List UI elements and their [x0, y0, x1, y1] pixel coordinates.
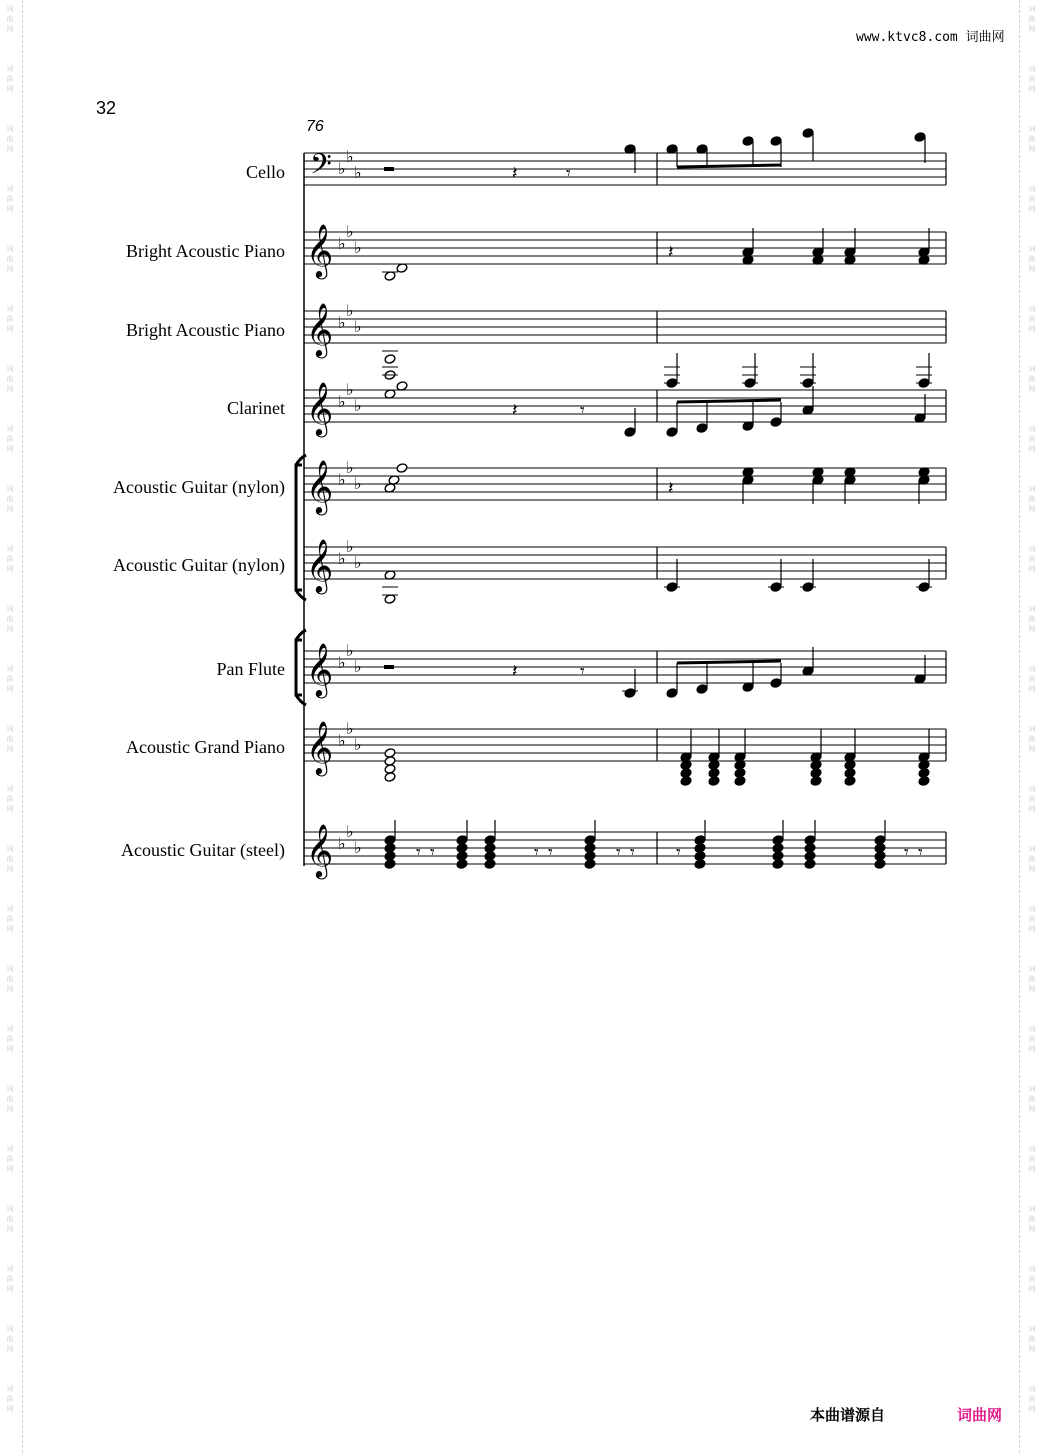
- watermark-mark: 词 曲 网: [1028, 545, 1036, 573]
- watermark-mark: 词 曲 网: [1028, 725, 1036, 753]
- watermark-mark: 词 曲 网: [1028, 1205, 1036, 1233]
- watermark-mark: 词 曲 网: [1028, 485, 1036, 513]
- flat-icon: ♭: [338, 731, 346, 750]
- watermark-mark: 词 曲 网: [6, 1325, 14, 1353]
- watermark-mark: 词 曲 网: [1028, 245, 1036, 273]
- note-head: [696, 423, 708, 434]
- watermark-mark: 词 曲 网: [1028, 305, 1036, 333]
- watermark-mark: 词 曲 网: [6, 845, 14, 873]
- flat-icon: ♭: [346, 222, 354, 241]
- rest-symbol: 𝄾: [676, 842, 681, 863]
- note-head: [396, 463, 408, 474]
- note-head: [484, 859, 496, 870]
- flat-icon: ♭: [346, 537, 354, 556]
- rest-symbol: 𝄾: [616, 842, 621, 863]
- rest-symbol: 𝄽: [668, 478, 674, 499]
- watermark-mark: 词 曲 网: [1028, 1085, 1036, 1113]
- rest-symbol: 𝄾: [548, 842, 553, 863]
- half-rest-icon: [384, 665, 394, 669]
- rest-symbol: 𝄾: [416, 842, 421, 863]
- treble-clef-icon: 𝄞: [306, 642, 334, 696]
- treble-clef-icon: 𝄞: [306, 720, 334, 774]
- rest-symbol: 𝄽: [668, 242, 674, 263]
- note-head: [666, 688, 678, 699]
- watermark-mark: 词 曲 网: [1028, 5, 1036, 33]
- treble-clef-icon: 𝄞: [306, 302, 334, 356]
- footer-site-link[interactable]: 词曲网: [957, 1406, 1003, 1424]
- flat-icon: ♭: [354, 238, 362, 257]
- watermark-mark: 词 曲 网: [6, 365, 14, 393]
- treble-clef-icon: 𝄞: [306, 459, 334, 513]
- note-head: [384, 772, 396, 783]
- note-head: [742, 136, 754, 147]
- note-head: [874, 859, 886, 870]
- instrument-label-grand-piano: Acoustic Grand Piano: [126, 737, 285, 757]
- watermark-mark: 词 曲 网: [1028, 1325, 1036, 1353]
- watermark-mark: 词 曲 网: [1028, 665, 1036, 693]
- note-head: [844, 776, 856, 787]
- rest-symbol: 𝄽: [512, 400, 518, 421]
- note-beam: [677, 400, 781, 402]
- watermark-mark: 词 曲 网: [1028, 1385, 1036, 1413]
- note-head: [770, 417, 782, 428]
- staff: [304, 822, 946, 879]
- watermark-mark: 词 曲 网: [1028, 965, 1036, 993]
- footer-source-label: 本曲谱源自: [810, 1406, 886, 1424]
- staff: [304, 641, 946, 698]
- note-head: [456, 859, 468, 870]
- watermark-mark: 词 曲 网: [6, 905, 14, 933]
- note-head: [696, 684, 708, 695]
- flat-icon: ♭: [338, 549, 346, 568]
- note-head: [694, 859, 706, 870]
- note-head: [624, 427, 636, 438]
- rest-symbol: 𝄾: [918, 842, 923, 863]
- note-head: [384, 354, 396, 365]
- staff: [304, 301, 946, 358]
- watermark-mark: 词 曲 网: [6, 245, 14, 273]
- measure-number: 76: [306, 118, 324, 135]
- flat-icon: ♭: [338, 470, 346, 489]
- note-head: [584, 859, 596, 870]
- flat-icon: ♭: [354, 735, 362, 754]
- note-head: [804, 859, 816, 870]
- page-number: 32: [96, 98, 117, 118]
- site-url[interactable]: www.ktvc8.com: [856, 30, 958, 45]
- watermark-mark: 词 曲 网: [1028, 365, 1036, 393]
- instrument-label-steel-guitar: Acoustic Guitar (steel): [121, 840, 285, 860]
- flat-icon: ♭: [354, 396, 362, 415]
- rest-symbol: 𝄾: [534, 842, 539, 863]
- flat-icon: ♭: [346, 458, 354, 477]
- note-head: [914, 132, 926, 143]
- watermark-mark: 词 曲 网: [1028, 1025, 1036, 1053]
- treble-clef-icon: 𝄞: [306, 223, 334, 277]
- note-head: [624, 688, 636, 699]
- site-name: 词曲网: [965, 30, 1005, 45]
- watermark-mark: 词 曲 网: [6, 125, 14, 153]
- rest-symbol: 𝄾: [566, 163, 571, 184]
- note-head: [680, 776, 692, 787]
- note-head: [666, 427, 678, 438]
- watermark-mark: 词 曲 网: [6, 65, 14, 93]
- note-head: [708, 776, 720, 787]
- note-head: [810, 776, 822, 787]
- flat-icon: ♭: [338, 313, 346, 332]
- note-head: [802, 128, 814, 139]
- flat-icon: ♭: [354, 657, 362, 676]
- watermark-mark: 词 曲 网: [6, 605, 14, 633]
- treble-clef-icon: 𝄞: [306, 381, 334, 435]
- watermark-mark: 词 曲 网: [6, 1025, 14, 1053]
- flat-icon: ♭: [354, 317, 362, 336]
- instrument-label-cello: Cello: [246, 162, 285, 182]
- flat-icon: ♭: [346, 147, 354, 166]
- flat-icon: ♭: [346, 641, 354, 660]
- watermark-mark: 词 曲 网: [6, 965, 14, 993]
- watermark-mark: 词 曲 网: [1028, 425, 1036, 453]
- flat-icon: ♭: [354, 163, 362, 182]
- watermark-mark: 词 曲 网: [6, 1385, 14, 1413]
- flat-icon: ♭: [346, 719, 354, 738]
- rest-symbol: 𝄾: [580, 661, 585, 682]
- rest-symbol: 𝄽: [512, 163, 518, 184]
- note-beam: [677, 661, 781, 663]
- flat-icon: ♭: [346, 822, 354, 841]
- instrument-label-bright-piano-1: Bright Acoustic Piano: [126, 241, 285, 261]
- rest-symbol: 𝄽: [512, 661, 518, 682]
- watermark-mark: 词 曲 网: [6, 665, 14, 693]
- watermark-mark: 词 曲 网: [1028, 605, 1036, 633]
- watermark-mark: 词 曲 网: [1028, 1265, 1036, 1293]
- watermark-mark: 词 曲 网: [1028, 905, 1036, 933]
- instrument-label-clarinet: Clarinet: [227, 398, 285, 418]
- instrument-label-bright-piano-2: Bright Acoustic Piano: [126, 320, 285, 340]
- rest-symbol: 𝄾: [630, 842, 635, 863]
- watermark-mark: 词 曲 网: [6, 305, 14, 333]
- watermark-mark: 词 曲 网: [1028, 785, 1036, 813]
- flat-icon: ♭: [354, 838, 362, 857]
- bass-clef-icon: 𝄢: [310, 148, 332, 188]
- flat-icon: ♭: [346, 301, 354, 320]
- watermark-mark: 词 曲 网: [6, 485, 14, 513]
- note-beam: [677, 165, 781, 167]
- staff: [304, 537, 946, 594]
- rest-symbol: 𝄾: [430, 842, 435, 863]
- watermark-mark: 词 曲 网: [1028, 125, 1036, 153]
- instrument-label-nylon-guitar-2: Acoustic Guitar (nylon): [113, 555, 285, 575]
- watermark-mark: 词 曲 网: [6, 185, 14, 213]
- instrument-label-pan-flute: Pan Flute: [216, 659, 285, 679]
- note-head: [384, 859, 396, 870]
- watermark-mark: 词 曲 网: [1028, 185, 1036, 213]
- watermark-mark: 词 曲 网: [1028, 65, 1036, 93]
- flat-icon: ♭: [338, 159, 346, 178]
- watermark-mark: 词 曲 网: [6, 1265, 14, 1293]
- flat-icon: ♭: [338, 834, 346, 853]
- flat-icon: ♭: [354, 553, 362, 572]
- note-head: [918, 776, 930, 787]
- watermark-mark: 词 曲 网: [1028, 845, 1036, 873]
- rest-symbol: 𝄾: [904, 842, 909, 863]
- watermark-mark: 词 曲 网: [6, 1205, 14, 1233]
- flat-icon: ♭: [346, 380, 354, 399]
- flat-icon: ♭: [354, 474, 362, 493]
- watermark-mark: 词 曲 网: [6, 725, 14, 753]
- flat-icon: ♭: [338, 653, 346, 672]
- watermark-mark: 词 曲 网: [6, 785, 14, 813]
- half-rest-icon: [384, 167, 394, 171]
- watermark-mark: 词 曲 网: [6, 545, 14, 573]
- note-head: [772, 859, 784, 870]
- note-head: [734, 776, 746, 787]
- rest-symbol: 𝄾: [580, 400, 585, 421]
- watermark-mark: 词 曲 网: [6, 1085, 14, 1113]
- watermark-mark: 词 曲 网: [6, 425, 14, 453]
- flat-icon: ♭: [338, 234, 346, 253]
- watermark-mark: 词 曲 网: [1028, 1145, 1036, 1173]
- note-head: [770, 678, 782, 689]
- treble-clef-icon: 𝄞: [306, 538, 334, 592]
- flat-icon: ♭: [338, 392, 346, 411]
- watermark-mark: 词 曲 网: [6, 1145, 14, 1173]
- instrument-label-nylon-guitar-1: Acoustic Guitar (nylon): [113, 477, 285, 497]
- staff: [304, 147, 946, 188]
- note-head: [770, 136, 782, 147]
- treble-clef-icon: 𝄞: [306, 823, 334, 877]
- watermark-mark: 词 曲 网: [6, 5, 14, 33]
